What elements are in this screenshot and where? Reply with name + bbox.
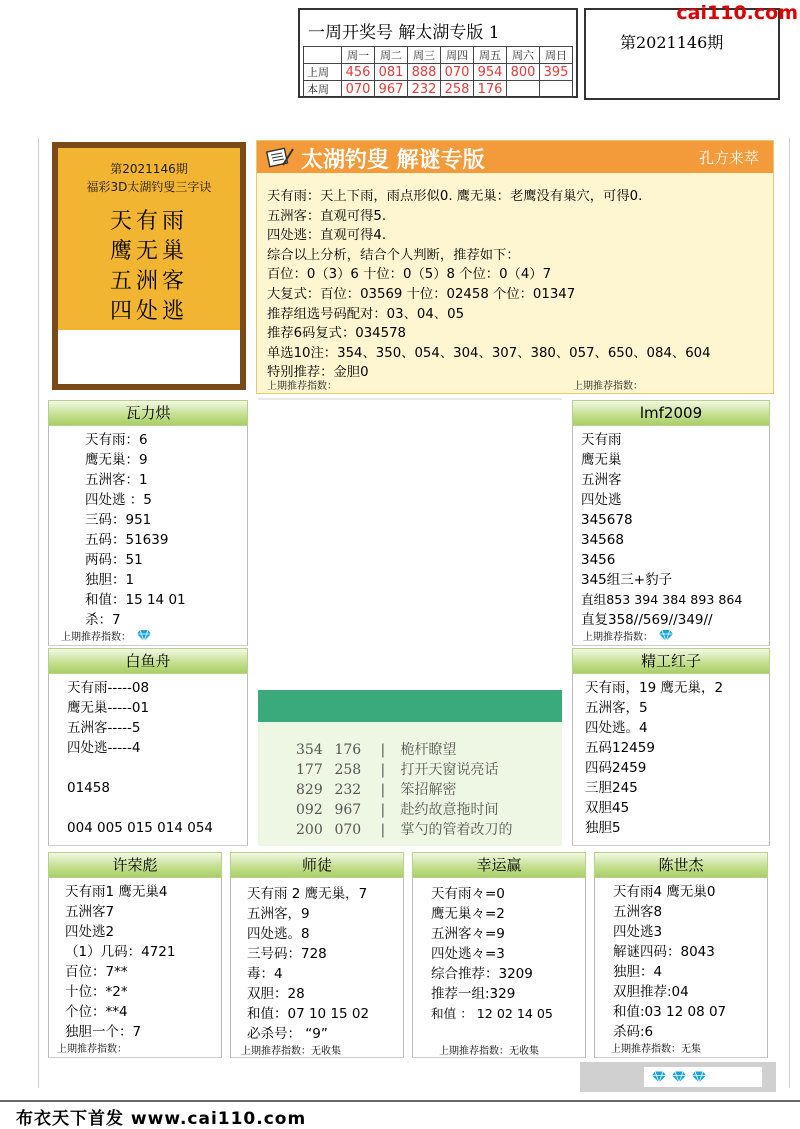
recommend-index-label: 上期推荐指数： — [583, 632, 653, 643]
block-line: 五洲客，9 — [247, 906, 310, 922]
block-line: 五码：51639 — [85, 532, 169, 548]
table-row — [304, 81, 573, 98]
block-line — [67, 798, 213, 818]
footer-slogan: 布衣天下首发 www.cai110.com — [16, 1109, 307, 1129]
block-title: 精工红子 — [572, 648, 770, 674]
weekday-cell: 周三 — [408, 47, 441, 64]
poem-line: 354 176 | 桅杆瞭望 — [296, 742, 457, 758]
yellow-issue: 第2021146期 — [110, 162, 188, 176]
main-panel — [256, 140, 774, 394]
block-line: 杀码:6 — [613, 1024, 654, 1040]
recommend-index-label: 上期推荐指数： — [61, 632, 131, 643]
block-line: 四处逃。4 — [585, 720, 648, 736]
center-green-bar — [258, 690, 562, 722]
recommend-index — [61, 628, 151, 643]
block-line: 和值：07 10 15 02 — [247, 1006, 370, 1022]
block-lmf2009 — [572, 400, 770, 646]
block-line: 独胆：4 — [613, 964, 663, 980]
block-line: 五洲客8 — [613, 904, 663, 920]
main-line: 四处逃：直观可得4. — [267, 228, 387, 244]
block-line: 五洲客 — [581, 472, 622, 488]
block-title: 幸运赢 — [412, 852, 586, 878]
diamond-icon — [672, 1071, 686, 1083]
weekday-cell: 周二 — [375, 47, 408, 64]
block-line: 双胆：28 — [247, 986, 305, 1002]
block-line: 天有雨，19 鹰无巢，2 — [585, 680, 724, 696]
draw-number — [540, 81, 573, 98]
main-line: 单选10注：354、350、054、304、307、380、057、650、084、604 — [267, 345, 711, 361]
block-line: 四处逃々=3 — [431, 946, 505, 962]
main-line: 五洲客：直观可得5. — [267, 208, 387, 224]
block-line: 必杀号： “9” — [247, 1026, 328, 1042]
block-line: 推荐一组:329 — [431, 986, 516, 1002]
block-line: 直复358//569//349// — [581, 612, 713, 628]
block-body — [48, 674, 248, 846]
recommend-index-label: 上期推荐指数： — [267, 381, 337, 392]
block-line: 五洲客7 — [65, 904, 115, 920]
weekly-draw-table — [303, 46, 573, 98]
block-line: 和值：15 14 01 — [85, 592, 186, 608]
row-label: 上周 — [304, 64, 342, 81]
block-line: 天有雨1 鹰无巢4 — [65, 884, 168, 900]
issue-number: 第2021146期 — [620, 33, 724, 52]
block-line: 三胆245 — [585, 780, 638, 796]
draw-number: 258 — [441, 81, 474, 98]
recommend-index-label: 上期推荐指数： — [57, 1044, 127, 1055]
block-line: 34568 — [581, 532, 624, 548]
table-header-row — [304, 47, 573, 64]
draw-number: 395 — [540, 64, 573, 81]
block-line: 天有雨 2 鹰无巢，7 — [247, 886, 368, 902]
draw-number: 800 — [507, 64, 540, 81]
block-line: 杀：7 — [85, 612, 121, 628]
main-panel-title: 太湖钓叟 解谜专版 — [301, 147, 485, 173]
recommend-index-label: 上期推荐指数：无收集 — [241, 1046, 341, 1057]
weekday-cell: 周四 — [441, 47, 474, 64]
yellow-subtitle: 福彩3D太湖钓叟三字诀 — [86, 180, 212, 194]
block-walihong — [48, 400, 248, 646]
block-line: 双胆45 — [585, 800, 630, 816]
block-line: 天有雨4 鹰无巢0 — [613, 884, 716, 900]
rating-inner — [644, 1067, 762, 1087]
block-title: lmf2009 — [572, 400, 770, 426]
main-line: 特别推荐：金胆0 — [267, 365, 369, 381]
block-line: 345678 — [581, 512, 633, 528]
center-divider — [258, 398, 562, 400]
draw-number: 967 — [375, 81, 408, 98]
block-body — [48, 878, 222, 1058]
block-line: 天有雨 — [581, 432, 622, 448]
block-line: 345组三+豹子 — [581, 572, 673, 588]
block-line: 毒：4 — [247, 966, 283, 982]
center-poem-panel — [258, 722, 562, 846]
draw-number: 070 — [342, 81, 375, 98]
block-line: 四处逃-----4 — [67, 740, 141, 756]
riddle-word: 五洲客 — [109, 269, 188, 294]
main-line: 综合以上分析，结合个人判断，推荐如下： — [267, 247, 520, 263]
block-line: 天有雨：6 — [85, 432, 148, 448]
poem-list — [296, 740, 512, 840]
poem-line: 829 232 | 笨招解密 — [296, 782, 457, 798]
main-line: 推荐组选号码配对：03、04、05 — [267, 306, 465, 322]
block-line: 四处逃 ：5 — [85, 492, 152, 508]
block-line: 天有雨々=0 — [431, 886, 505, 902]
block-baiyuzhou — [48, 648, 248, 846]
block-line: 鹰无巢-----01 — [67, 700, 150, 716]
block-body — [48, 426, 248, 646]
block-line: 四处逃3 — [613, 924, 663, 940]
table-row — [304, 64, 573, 81]
rating-box — [580, 1062, 776, 1092]
draw-number: 456 — [342, 64, 375, 81]
block-line: 鹰无巢：9 — [85, 452, 148, 468]
block-shitu — [230, 852, 404, 1058]
main-line: 天有雨：天上下雨，雨点形似0. 鹰无巢：老鹰没有巢穴，可得0. — [267, 189, 643, 204]
block-line: （1）几码：4721 — [65, 944, 176, 960]
block-line: 解谜四码：8043 — [613, 944, 715, 960]
table-corner-cell — [304, 47, 342, 64]
draw-number: 070 — [441, 64, 474, 81]
block-line: 独胆一个：7 — [65, 1024, 142, 1040]
weekday-cell: 周五 — [474, 47, 507, 64]
block-xurongbiao — [48, 852, 222, 1058]
block-title: 白鱼舟 — [48, 648, 248, 674]
main-panel-body — [267, 187, 711, 383]
block-line: 独胆：1 — [85, 572, 135, 588]
block-line: 天有雨-----08 — [67, 680, 150, 696]
riddle-word: 鹰无巢 — [109, 239, 188, 264]
weekday-cell: 周日 — [540, 47, 573, 64]
block-line: 两码：51 — [85, 552, 143, 568]
main-line: 百位：0（3）6 十位：0（5）8 个位：0（4）7 — [267, 267, 552, 283]
poem-line: 200 070 | 掌勺的管着改刀的 — [296, 822, 513, 838]
block-title: 陈世杰 — [594, 852, 768, 878]
block-line: 直组853 394 384 893 864 — [581, 592, 743, 607]
diamond-icon — [137, 630, 151, 641]
block-line: 和值 ： 12 02 14 05 — [431, 1006, 553, 1021]
draw-number — [507, 81, 540, 98]
recommend-index-label: 上期推荐指数： — [573, 381, 643, 392]
weekday-cell: 周一 — [342, 47, 375, 64]
block-line: 个位：**4 — [65, 1004, 128, 1020]
block-line: 五洲客-----5 — [67, 720, 141, 736]
block-line: 鹰无巢々=2 — [431, 906, 505, 922]
block-body — [412, 878, 586, 1058]
block-line: 和值:03 12 08 07 — [613, 1004, 727, 1020]
block-line: 四码2459 — [585, 760, 647, 776]
footer-divider — [0, 1100, 800, 1102]
site-logo[interactable]: cai110.com — [676, 2, 798, 24]
block-line: 四处逃 — [581, 492, 622, 508]
riddle-word: 四处逃 — [109, 299, 188, 324]
block-xingyunying — [412, 852, 586, 1058]
block-line — [67, 758, 213, 778]
block-line: 独胆5 — [585, 820, 621, 836]
block-title: 师徒 — [230, 852, 404, 878]
block-line: 百位：7** — [65, 964, 128, 980]
main-panel-author: 孔方来萃 — [698, 149, 759, 167]
block-line: 双胆推荐:04 — [613, 984, 689, 1000]
draw-number: 232 — [408, 81, 441, 98]
block-line: 五码12459 — [585, 740, 655, 756]
recommend-index-label: 上期推荐指数：无集 — [611, 1044, 701, 1055]
draw-number: 176 — [474, 81, 507, 98]
block-chenshijie — [594, 852, 768, 1058]
block-line: 01458 — [67, 780, 110, 796]
notebook-pen-icon — [265, 145, 295, 169]
diamond-icon — [692, 1071, 706, 1083]
diamond-icon — [652, 1071, 666, 1083]
row-label: 本周 — [304, 81, 342, 98]
block-body — [572, 674, 770, 846]
main-panel-header — [257, 141, 773, 173]
block-line: 四处逃。8 — [247, 926, 310, 942]
recommend-index — [583, 628, 673, 643]
block-line: 综合推荐：3209 — [431, 966, 533, 982]
block-line: 五洲客々=9 — [431, 926, 505, 942]
block-body — [572, 426, 770, 646]
draw-number: 954 — [474, 64, 507, 81]
weekly-draw-panel — [298, 8, 578, 98]
yellow-panel-inner — [58, 148, 240, 330]
block-line: 四处逃2 — [65, 924, 115, 940]
block-line: 五洲客：1 — [85, 472, 148, 488]
draw-number: 081 — [375, 64, 408, 81]
poem-line: 177 258 | 打开天窗说亮话 — [296, 762, 499, 778]
weekly-draw-title: 一周开奖号 解太湖专版 1 — [308, 23, 500, 43]
block-line: 鹰无巢 — [581, 452, 622, 468]
main-line: 推荐6码复式：034578 — [267, 326, 407, 342]
diamond-icon — [659, 630, 673, 641]
block-line: 十位：*2* — [65, 984, 128, 1000]
block-title: 瓦力烘 — [48, 400, 248, 426]
yellow-panel-blank — [58, 330, 240, 384]
recommend-index-label: 上期推荐指数：无收集 — [439, 1046, 539, 1057]
main-line: 大复式：百位：03569 十位：02458 个位：01347 — [267, 286, 576, 302]
block-line: 五洲客，5 — [585, 700, 648, 716]
block-jinggonghongzi — [572, 648, 770, 846]
poem-line: 092 967 | 赴约故意拖时间 — [296, 802, 499, 818]
weekday-cell: 周六 — [507, 47, 540, 64]
block-line: 3456 — [581, 552, 616, 568]
block-title: 许荣彪 — [48, 852, 222, 878]
riddle-word: 天有雨 — [109, 209, 188, 234]
block-body — [230, 878, 404, 1058]
block-line: 三码：951 — [85, 512, 152, 528]
block-line: 三号码：728 — [247, 946, 327, 962]
block-body — [594, 878, 768, 1058]
draw-number: 888 — [408, 64, 441, 81]
block-line: 004 005 015 014 054 — [67, 820, 214, 836]
